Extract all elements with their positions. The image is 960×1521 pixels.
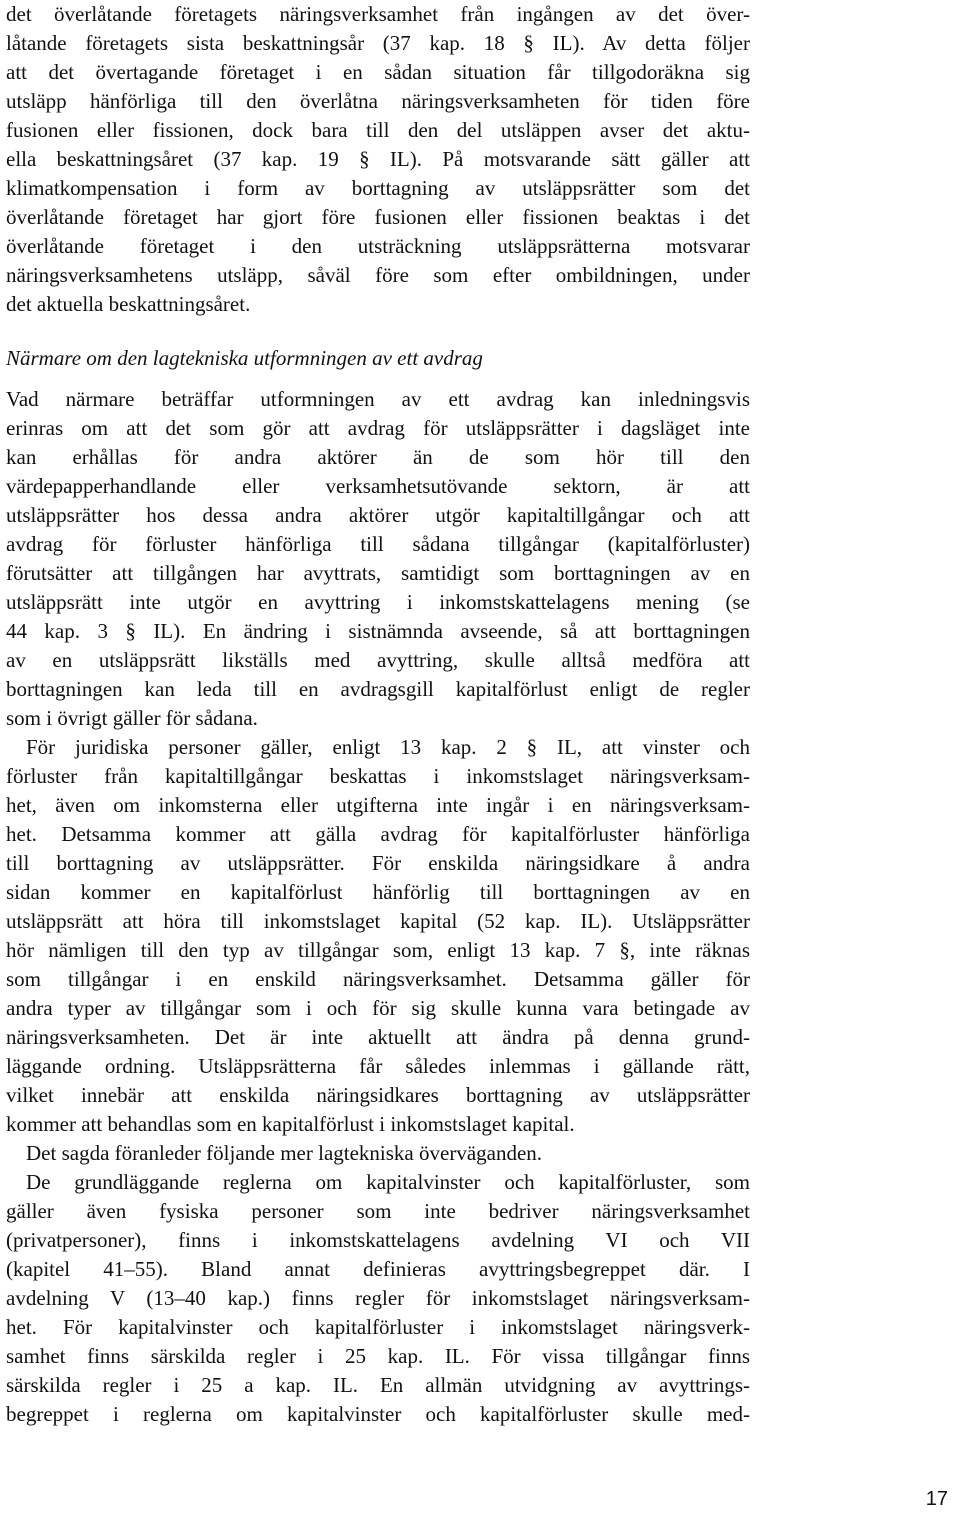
body-text-line: kommer att behandlas som en kapitalförlust i inkomstslaget kapital. bbox=[6, 1112, 575, 1136]
page-number: 17 bbox=[925, 1488, 948, 1510]
body-text-line: förutsätter att tillgången har avyttrats, samtidigt som borttagningen av en bbox=[6, 561, 750, 585]
section-heading: Närmare om den lagtekniska utformningen av ett avdrag bbox=[6, 346, 483, 370]
body-text-line: utsläpp hänförliga till den överlåtna näringsverksamheten för tiden före bbox=[6, 89, 750, 113]
body-text-line: överlåtande företaget i den utsträckning utsläppsrätterna motsvarar bbox=[6, 234, 750, 258]
body-text-line: att det övertagande företaget i en sådan situation får tillgodoräkna sig bbox=[6, 60, 750, 84]
body-text-line: samhet finns särskilda regler i 25 kap. IL. För vissa tillgångar finns bbox=[6, 1344, 750, 1368]
body-text-line: erinras om att det som gör att avdrag för utsläppsrätter i dagsläget inte bbox=[6, 416, 750, 440]
body-text-line: kan erhållas för andra aktörer än de som hör till den bbox=[6, 445, 750, 469]
body-text-line: avdrag för förluster hänförliga till sådana tillgångar (kapitalförluster) bbox=[6, 532, 750, 556]
body-text-line: det aktuella beskattningsåret. bbox=[6, 292, 251, 316]
body-text-line: ella beskattningsåret (37 kap. 19 § IL). På motsvarande sätt gäller att bbox=[6, 147, 750, 171]
body-text-line: som tillgångar i en enskild näringsverksamhet. Detsamma gäller för bbox=[6, 967, 750, 991]
body-text-line: utsläppsrätt inte utgör en avyttring i inkomstskattelagens mening (se bbox=[6, 590, 750, 614]
body-text-line: hör nämligen till den typ av tillgångar som, enligt 13 kap. 7 §, inte räknas bbox=[6, 938, 750, 962]
body-text-line: utsläppsrätter hos dessa andra aktörer utgör kapitaltillgångar och att bbox=[6, 503, 750, 527]
body-text-line: fusionen eller fissionen, dock bara till den del utsläppen avser det aktu- bbox=[6, 118, 750, 142]
body-text-line: läggande ordning. Utsläppsrätterna får således inlemmas i gällande rätt, bbox=[6, 1054, 750, 1078]
body-text-line: Det sagda föranleder följande mer lagtekniska överväganden. bbox=[26, 1141, 543, 1165]
body-text-line: andra typer av tillgångar som i och för sig skulle kunna vara betingade av bbox=[6, 996, 750, 1020]
body-text-line: som i övrigt gäller för sådana. bbox=[6, 706, 258, 730]
body-text-line: het. För kapitalvinster och kapitalförluster i inkomstslaget näringsverk- bbox=[6, 1315, 750, 1339]
body-text-line: het. Detsamma kommer att gälla avdrag för kapitalförluster hänförliga bbox=[6, 822, 750, 846]
body-text-line: vilket innebär att enskilda näringsidkares borttagning av utsläppsrätter bbox=[6, 1083, 750, 1107]
body-text-line: av en utsläppsrätt likställs med avyttring, skulle alltså medföra att bbox=[6, 648, 750, 672]
body-text-line: (privatpersoner), finns i inkomstskattelagens avdelning VI och VII bbox=[6, 1228, 750, 1252]
body-text-line: förluster från kapitaltillgångar beskattas i inkomstslaget näringsverksam- bbox=[6, 764, 750, 788]
body-text-line: näringsverksamhetens utsläpp, såväl före som efter ombildningen, under bbox=[6, 263, 750, 287]
body-text-line: Vad närmare beträffar utformningen av ett avdrag kan inledningsvis bbox=[6, 387, 750, 411]
body-text-line: det överlåtande företagets näringsverksamhet från ingången av det över- bbox=[6, 2, 750, 26]
body-text-line: värdepapperhandlande eller verksamhetsutövande sektorn, är att bbox=[6, 474, 750, 498]
body-text-line: avdelning V (13–40 kap.) finns regler för inkomstslaget näringsverksam- bbox=[6, 1286, 750, 1310]
body-text-line: låtande företagets sista beskattningsår (37 kap. 18 § IL). Av detta följer bbox=[6, 31, 750, 55]
body-text-line: gäller även fysiska personer som inte bedriver näringsverksamhet bbox=[6, 1199, 750, 1223]
body-text-line: 44 kap. 3 § IL). En ändring i sistnämnda avseende, så att borttagningen bbox=[6, 619, 750, 643]
body-text-line: (kapitel 41–55). Bland annat definieras avyttringsbegreppet där. I bbox=[6, 1257, 750, 1281]
body-text-line: För juridiska personer gäller, enligt 13 kap. 2 § IL, att vinster och bbox=[26, 735, 750, 759]
body-text-line: klimatkompensation i form av borttagning av utsläppsrätter som det bbox=[6, 176, 750, 200]
body-text-line: överlåtande företaget har gjort före fusionen eller fissionen beaktas i det bbox=[6, 205, 750, 229]
body-text-line: utsläppsrätt att höra till inkomstslaget kapital (52 kap. IL). Utsläppsrätter bbox=[6, 909, 750, 933]
body-text-line: het, även om inkomsterna eller utgifterna inte ingår i en näringsverksam- bbox=[6, 793, 750, 817]
body-text-line: borttagningen kan leda till en avdragsgill kapitalförlust enligt de regler bbox=[6, 677, 750, 701]
body-text-line: begreppet i reglerna om kapitalvinster och kapitalförluster skulle med- bbox=[6, 1402, 750, 1426]
body-text-line: näringsverksamheten. Det är inte aktuellt att ändra på denna grund- bbox=[6, 1025, 750, 1049]
body-text-line: särskilda regler i 25 a kap. IL. En allmän utvidgning av avyttrings- bbox=[6, 1373, 750, 1397]
body-text-line: till borttagning av utsläppsrätter. För enskilda näringsidkare å andra bbox=[6, 851, 750, 875]
body-text-line: De grundläggande reglerna om kapitalvinster och kapitalförluster, som bbox=[26, 1170, 750, 1194]
body-text-line: sidan kommer en kapitalförlust hänförlig till borttagningen av en bbox=[6, 880, 750, 904]
